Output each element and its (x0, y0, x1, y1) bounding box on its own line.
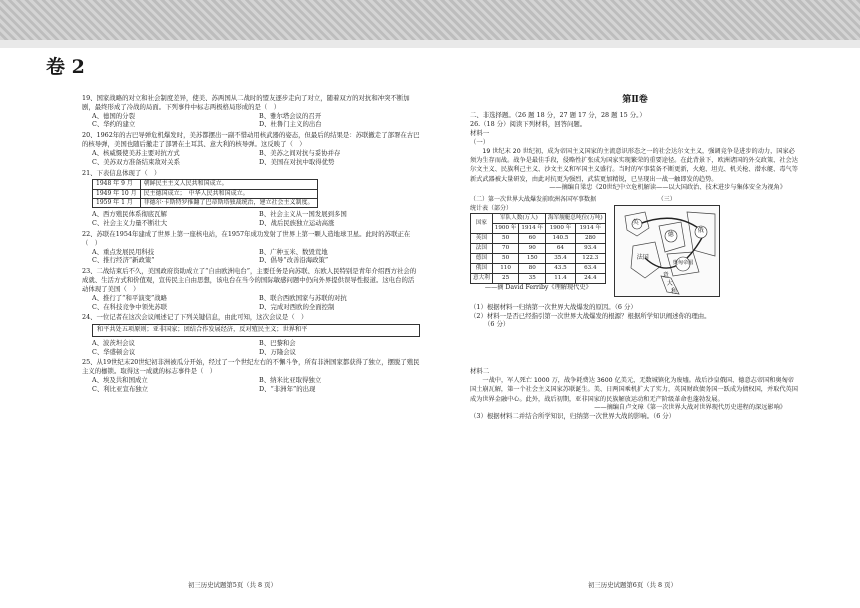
map-label: 大 (666, 279, 673, 287)
question-stem: 20、1962年的古巴导弹危机爆发时，美苏都摆出一副不惜动用核武器的姿态，但最后的结果是：苏联撤走了部署在古巴的核导弹，美国也随后撤走了部署在土耳其、意大利的核导弹。这反映了（ ） (82, 131, 420, 149)
table-cell: 1948 年 9 月 (93, 180, 141, 189)
question-19 (82, 94, 420, 129)
option-b: B、纳米比亚取得独立 (259, 376, 322, 385)
section-title: 第Ⅱ卷 (622, 95, 648, 105)
right-page (470, 94, 800, 421)
table-cell: 43.5 (546, 263, 576, 273)
europe-alliance-map (614, 205, 720, 297)
table-cell: 朝鲜民主主义人民共和国成立。 (140, 180, 317, 189)
table-cell: 民主德国成立； 中华人民共和国成立。 (140, 189, 317, 198)
table-cell: 80 (519, 263, 546, 273)
left-page (82, 94, 420, 396)
table-caption: 统计表（部分） (470, 204, 513, 212)
option-a: A、西方殖民体系彻底瓦解 (92, 210, 167, 219)
option-a: A、波茨坦会议 (92, 338, 135, 347)
option-a: A、德国的分裂 (92, 111, 135, 120)
option-c: C、利比亚宣布独立 (92, 384, 149, 393)
question-stem: 22、苏联在1954年建成了世界上第一座核电站，在1957年成功发射了世界上第一颗人造地球卫星。此时的苏联正在（ ） (82, 229, 411, 247)
table-row (471, 253, 606, 263)
question-26: 26.（18 分）阅读下列材料，回答问题。 (470, 120, 587, 129)
material-2-text: 一战中，军人死亡 1000 万，战争耗费达 3600 亿美元，无数城镇化为废墟。战后沙皇俄国、德意志帝国和奥匈帝国土崩瓦解，第一个社会主义国家苏联诞生。美、日两国乘机扩大了实力，英国财政债务国一跃成为债权国，并取代英国成为世界金融中心。此外，战后初期，亚非国家的民族解放运动和无产阶级革命也蓬勃发展。 (470, 377, 798, 403)
table-row (471, 213, 606, 223)
option-d: D、“非洲年”的出现 (259, 384, 316, 393)
option-a: A、埃及共和国成立 (92, 376, 148, 385)
table-cell: 90 (519, 243, 546, 253)
map-label: 德 (667, 230, 674, 238)
table-row (471, 273, 606, 283)
table-cell: 英国 (471, 233, 493, 243)
military-table-body (471, 233, 606, 283)
option-c: C、社会主义力量不断壮大 (92, 219, 168, 228)
table-header: 1900 年 (492, 223, 519, 233)
option-b: B、联合西欧国家与苏联的对抗 (259, 293, 347, 302)
option-d: D、倡导“改善沿海政策” (259, 256, 329, 265)
table-cell: 150 (519, 253, 546, 263)
info-table (92, 179, 318, 208)
question-24 (82, 313, 420, 356)
table-cell: 140.5 (546, 233, 576, 243)
table-cell: 1959 年 1 月 (93, 198, 141, 207)
sub-question-1: （1）根据材料一归纳第一次世界大战爆发的原因。（6 分） (470, 302, 637, 311)
option-a: A、重点发展民用科技 (92, 247, 155, 256)
map-label: 利 (670, 287, 677, 295)
question-20 (82, 131, 420, 166)
table-cell: 63.4 (575, 263, 605, 273)
option-c: C、华约的建立 (92, 120, 136, 129)
table-cell: 35.4 (546, 253, 576, 263)
option-c: C、推行经济“新政策” (92, 256, 155, 265)
table-cell: 法国 (471, 243, 493, 253)
table-cell: 122.3 (575, 253, 605, 263)
table-header: 国家 (471, 213, 493, 233)
table-header: 海军舰艇总吨位(万吨) (546, 213, 606, 223)
table-cell: 德国 (471, 253, 493, 263)
question-23 (82, 267, 420, 311)
map-label: 意 (662, 271, 669, 279)
option-b: B、雅尔塔会议的召开 (259, 111, 322, 120)
table-cell: 俄国 (471, 263, 493, 273)
table-header: 1900 年 (546, 223, 576, 233)
table-cell: 35 (519, 273, 546, 283)
option-b: B、美苏之间对抗与妥协并存 (259, 148, 341, 157)
map-label: 法国 (636, 253, 649, 261)
table-cell: 280 (575, 233, 605, 243)
part-3-label: （三） (657, 196, 676, 204)
keyword-box: 和平共处五项原则；亚非国家；团结合作发展经济，反对殖民主义；世界和平 (92, 324, 420, 337)
option-a: A、推行了“和平演变”战略 (92, 293, 168, 302)
military-table (470, 213, 606, 284)
option-d: D、万隆会议 (259, 347, 297, 356)
map-block (614, 196, 720, 296)
sub-question-2: （2）材料一是否已经指引第一次世界大战爆发的根源？根据所学知识阐述你的理由。 (470, 311, 711, 320)
material-2-label: 材料二 (470, 367, 490, 376)
option-c: C、在科技竞争中领先苏联 (92, 302, 168, 311)
source-1: ——摘编自梁忠《20世纪中立危机解读——以大国政治、技术进步与集体安全为视角》 (549, 183, 786, 191)
option-d: D、战后民族独立运动高涨 (259, 219, 335, 228)
table-header: 1914 年 (575, 223, 605, 233)
table-row (93, 189, 318, 198)
option-c: C、美苏双方准备结束敌对关系 (92, 157, 180, 166)
table-cell: 24.4 (575, 273, 605, 283)
sub-question-2-score: （6 分） (484, 320, 510, 329)
question-22 (82, 230, 420, 265)
source-2: ——摘 David Ferriby《理解现代史》 (484, 283, 592, 291)
right-page-footer: 初三历史试题第6页（共 8 页） (588, 581, 677, 589)
table-cell: 菲德尔·卡斯特罗推翻了巴蒂斯塔独裁统治，建立社会主义制度。 (140, 198, 317, 207)
option-d: D、完成对西欧的全面控制 (259, 302, 335, 311)
table-block (470, 196, 606, 296)
table-row (93, 180, 318, 189)
table-cell: 1949 年 10 月 (93, 189, 141, 198)
table-row (93, 198, 318, 207)
table-cell: 93.4 (575, 243, 605, 253)
option-b: B、巴黎和会 (259, 338, 296, 347)
volume-label: 卷 2 (46, 56, 85, 78)
option-c: C、华盛顿会议 (92, 347, 136, 356)
left-page-footer: 初三历史试题第5页（共 8 页） (188, 581, 277, 589)
option-b: B、广种玉米、数毁荒地 (259, 247, 328, 256)
table-cell: 25 (492, 273, 519, 283)
table-cell: 意大利 (471, 273, 493, 283)
map-label: 英 (632, 218, 639, 226)
table-cell: 60 (519, 233, 546, 243)
question-stem: 19、国家战略的对立和社会制度差异，使美、苏两国从二战时的盟友逐步走向了对立，随着双方的对抗和冲突不断加剧，最终形成了冷战的局面。下列事件中标志两极格局形成的是（ ） (82, 94, 410, 111)
map-label: 奥匈帝国 (672, 259, 694, 266)
part-1-label: （一） (470, 137, 490, 146)
table-cell: 11.4 (546, 273, 576, 283)
question-25 (82, 358, 420, 393)
material-1-text: 19 世纪末 20 世纪初，成为帝国主义国家的主流意识形态之一的社会达尔文主义，强调竞争是进步的动力，国家必须为生存而战。战争是最佳手段，侵略性扩张成为国家实现繁荣的重要途径。在此背景下，欧洲诸国的外交政策、社会达尔文主义、民族利己主义、沙文主义和军国主义盛行。当时的军事装备不断更新，火炮、坦克、机关枪、潜水艇、毒气等新式武器被大量研发，由此对抗更为强烈，武装更加精锐，已呈现出一战一触即发的趋势。 (470, 147, 798, 183)
question-stem: 24、一位记者在这次会议阐述记了下列关键信息，由此可知，这次会议是（ ） (82, 313, 308, 322)
table-row (471, 263, 606, 273)
table-cell: 110 (492, 263, 519, 273)
option-d: D、美国在对抗中取得优势 (259, 157, 335, 166)
instruction: 二、非选择题。（26 题 18 分，27 题 17 分，28 题 15 分。） (470, 111, 646, 120)
question-stem: 21、下表信息体现了（ ） (82, 168, 161, 177)
option-a: A、核威慑使美苏主要对抗方式 (92, 148, 180, 157)
table-cell: 70 (492, 243, 519, 253)
part-2-label: （二）第一次世界大战爆发前欧洲各国军事数据 (470, 196, 597, 204)
table-header: 军队人数(万人) (492, 213, 545, 223)
map-label: 俄 (697, 226, 704, 234)
option-b: B、社会主义从一国发展到多国 (259, 210, 347, 219)
question-21 (82, 169, 420, 228)
table-cell: 50 (492, 233, 519, 243)
table-row (471, 233, 606, 243)
question-stem: 25、从19世纪末20世纪初非洲被瓜分开始，经过了一个世纪左右的不懈斗争，所有非洲国家都获得了独立，摆脱了殖民主义的枷锁。取得这一成就的标志事件是（ ） (82, 358, 420, 376)
table-row (471, 243, 606, 253)
option-d: D、杜鲁门主义的出台 (259, 120, 322, 129)
source-3: ——摘编自卢文璋《第一次世界大战对世界现代历史进程的深远影响》 (594, 403, 786, 411)
table-cell: 50 (492, 253, 519, 263)
data-section (470, 196, 800, 296)
material-1-label: 材料一 (470, 129, 490, 138)
question-stem: 23、二战结束后不久，美国政府资助成立了“自由欧洲电台”，主要任务是向苏联、东欧人民特别是青年介绍西方社会的成就、生活方式和价值观，宣传民主自由思想，该电台在当今的国际敏感问题中仍向外界提供误导性报道。这电台的活动体现了美国（ ） (82, 267, 417, 293)
table-header: 1914 年 (519, 223, 546, 233)
sub-question-3: （3）根据材料二并结合所学知识，归纳第一次世界大战的影响。（6 分） (470, 412, 676, 421)
table-cell: 64 (546, 243, 576, 253)
scan-noise-strip (0, 0, 860, 48)
